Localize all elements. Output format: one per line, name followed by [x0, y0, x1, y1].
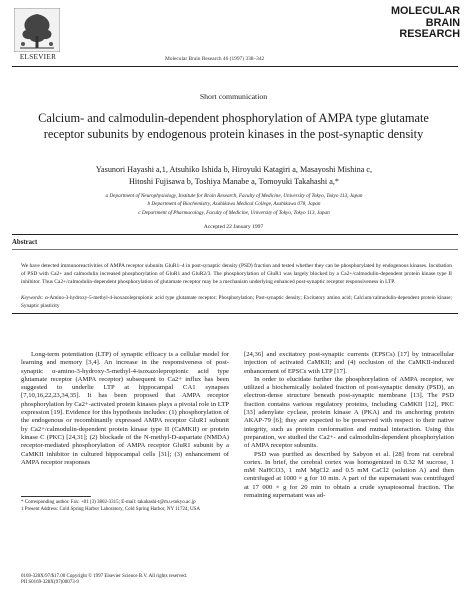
article-category: Short communication: [199, 92, 268, 101]
abstract-rule-under-heading: [12, 249, 458, 250]
body-column-right: [244, 351, 454, 500]
affiliation-b: b Department of Biochemistry, Asahikawa Medical College, Asahikawa 078, Japan: [147, 201, 321, 208]
body-column-left: [21, 351, 229, 467]
publisher-name: ELSEVIER: [19, 53, 57, 61]
paragraph-intro-continued: [24,36] and excitatory post-synaptic currents (EPSCs) [17] by intracellular injection of activated CaMKII; and (4) occlusion of the CaMKII-induced enhancement of EPSCs with LTP [17].: [244, 351, 454, 375]
author-list: [34, 164, 434, 188]
elsevier-tree-logo: [14, 8, 60, 52]
pii-line: PII S0169-328X(97)00073-9: [21, 580, 79, 586]
footnote-corresponding-author: * Corresponding author. Fax: +81 (3) 3802-3315; E-mail: takahashi-t@m.u-tokyo.ac.jp: [21, 500, 196, 505]
keywords-label: Keywords:: [21, 295, 44, 301]
journal-line-1: MOLECULAR: [391, 5, 460, 17]
keywords-list: α-Amino-3-hydroxy-5-methyl-4-isoxazolepropionic acid type glutamate receptor; Phosphorylation; Post-synaptic density; Excitatory amino acid; Calcium/calmodulin-dependent protein kinase; Synaptic plasticity: [21, 295, 453, 309]
affiliation-c: c Department of Pharmacology, Faculty of Medicine, University of Tokyo, Tokyo 113, Japan: [138, 209, 330, 216]
journal-line-3: RESEARCH: [399, 28, 460, 40]
copyright-block: [21, 574, 441, 587]
footnote-present-address: 1 Present Address: Cold Spring Harbor Laboratory, Cold Spring Harbor, NY 11724, USA: [21, 506, 200, 512]
paragraph-psd: In order to elucidate further the phosphorylation of AMPA receptor, we utilized a biochemically isolated fraction of post-synaptic density (PSD), an electron-dense structure beneath post-synaptic membrane [13]. The PSD fraction contains various regulatory proteins, including CaMKII [12], PKC [33] adenylate cyclase, protein kinase A (PKA) and its anchoring protein AKAP-79 [6]; they are expected to be preserved with respect to their native integrity, such as protein conformation and mutual interaction. Using this preparation, we studied the Ca2+- and calmodulin-dependent phosphorylation of AMPA receptor subunits.: [244, 375, 454, 450]
journal-citation: Molecular Brain Research 46 (1997) 338–342: [165, 56, 265, 62]
authors-line-2: Hitoshi Fujisawa b, Toshiya Manabe a, Tomoyuki Takahashi a,*: [129, 176, 339, 186]
footnote-rule: [21, 496, 91, 497]
journal-line-2: BRAIN: [425, 16, 460, 29]
authors-line-1: Yasunori Hayashi a,1, Atsuhiko Ishida b, Hiroyuki Katagiri a, Masayoshi Mishina c,: [95, 165, 373, 174]
paragraph-intro: Long-term potentiation (LTP) of synaptic efficacy is a cellular model for learning and memory [3,4]. An increase in the responsiveness of post-synaptic α-amino-3-hydroxy-5-methyl-4-isoxazolepropionic acid type glutamate receptor (AMPA receptor) subsequent to Ca2+ influx has been suggested to underlie LTP at hippocampal CA1 synapses [7,10,16,22,23,34,35]. It has been proposed that AMPA receptor phosphorylation by Ca2+-activated protein kinases plays a pivotal role in LTP expression [19]. Evidence for this hypothesis includes: (1) phosphorylation of the endogenous or recombinantly expressed AMPA receptor GluR1 subunit by Ca2+/calmodulin-dependent protein kinase type II (CaMKII) or protein kinase C (PKC) [24,31]; (2) blockade of the N-methyl-D-aspartate (NMDA) receptor-mediated phosphorylation of AMPA receptor GluR1 subunit by a CaMKII inhibitor in cultured hippocampal cells [31]; (3) enhancement of AMPA receptor responses: [21, 351, 229, 466]
article-title: Calcium- and calmodulin-dependent phosphorylation of AMPA type glutamate receptor subunits by endogenous protein kinases in the post-synaptic density: [38, 111, 429, 141]
abstract-rule-top: [12, 234, 458, 235]
abstract-heading: Abstract: [12, 239, 38, 246]
journal-name: [378, 6, 460, 41]
copyright-line: 0169-328X/97/$17.00 Copyright © 1997 Elsevier Science B.V. All rights reserved.: [21, 574, 188, 579]
header-rule: [12, 66, 458, 67]
abstract-text: We have detected immunoreactivities of AMPA receptor subunits GluR1–4 in post-synaptic density (PSD) fraction and tested whether they can be phosphorylated by endogenous kinases. Incubation of PSD with Ca2+ and calmodulin increased phosphorylation of GluR1 and GluR2/3. The phosphorylation of GluR1 was largely blocked by a Ca2+/calmodulin-dependent protein kinase type II inhibitor. Thus Ca2+/calmodulin-dependent phosphorylation of glutamate receptor may be a mechanism underlying enhanced post-synaptic receptor responsiveness in LTP.: [21, 263, 452, 285]
affiliation-a: a Department of Neurophysiology, Institute for Brain Research, Faculty of Medicine, University of Tokyo, Tokyo 113, Japan: [105, 193, 363, 199]
affiliations: [30, 192, 438, 217]
accepted-date: Accepted 22 January 1997: [203, 224, 264, 230]
keywords: [21, 295, 452, 311]
paragraph-methods: PSD was purified as described by Sabyon et al. [28] from rat cerebral cortex. In brief, the cerebral cortex was homogenized in 0.32 M sucrose, 1 mM NaHCO3, 1 mM MgCl2 and 0.5 mM CaCl2 (solution A) and then centrifuged at 1000 × g for 10 min. A part of the supernatant was centrifuged at 17 000 × g for 20 min to obtain a crude synaptosomal fraction. The remaining supernatant was ad-: [244, 450, 454, 500]
abstract-rule-bottom: [12, 313, 458, 314]
footnotes: [21, 500, 229, 513]
